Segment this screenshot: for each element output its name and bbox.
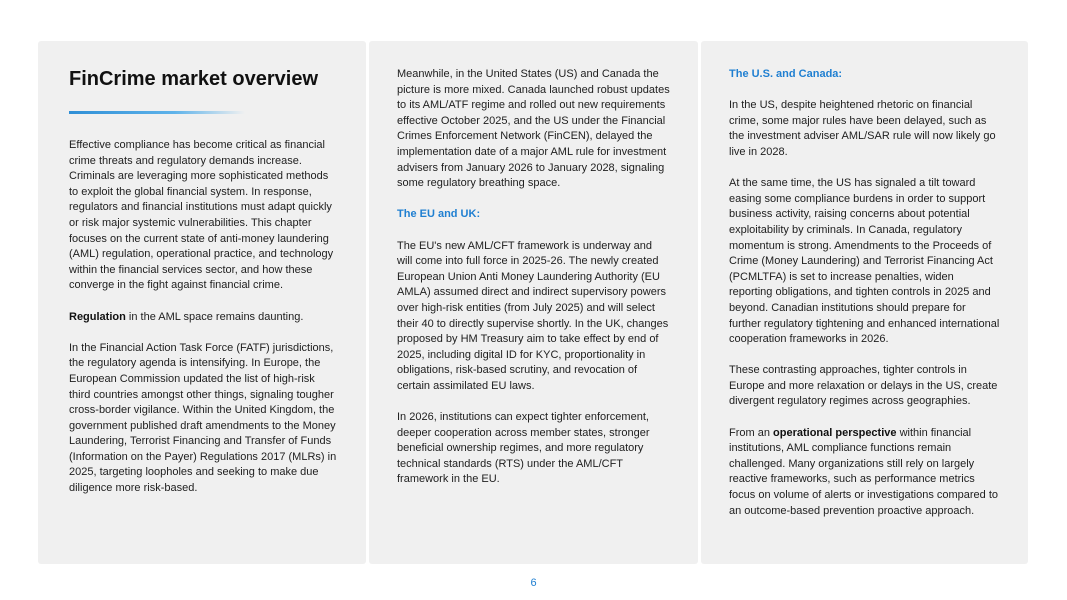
eu-uk-paragraph: The EU's new AML/CFT framework is underway and will come into full force in 2025-26. The newly created European Union Anti Money Laundering Authority (EU AMLA) assumed direct and indirect supervisory powers over high-risk entities (from July 2025) and will select their 40 to directly supervise shortly. In the UK, changes proposed by HM Treasury aim to take effect by end of 2025, including digital ID for KYC, proportionality in obligations, risk-based scrutiny, and revocation of certain assimilated EU laws. — [397, 239, 669, 392]
column-overview — [38, 41, 366, 564]
eu-uk-heading: The EU and UK: — [397, 208, 481, 221]
operational-text: within financial institutions, AML compliance functions remain challenged. Many organizations still rely on largely reactive frameworks, such as performance metrics focus on volume of alerts or investigations compared to an outcome-based prevention proactive approach. — [729, 426, 999, 517]
column-eu-uk — [369, 41, 698, 564]
fatf-paragraph: In the Financial Action Task Force (FATF) jurisdictions, the regulatory agenda is intensifying. In Europe, the European Commission updated the list of high-risk third countries amongst other things, signaling tougher cross-border vigilance. Within the United Kingdom, the government published draft amendments to the Money Laundering, Terrorist Financing and Transfer of Funds (Information on the Payer) Regulations 2017 (MLRs) in 2025, targeting loopholes and seeking to make due diligence more risk-based. — [69, 341, 337, 495]
us-canada-heading: The U.S. and Canada: — [729, 68, 843, 80]
us-tilt-paragraph: At the same time, the US has signaled a tilt toward easing some compliance burdens in order to support business activity, raising concerns about potential exploitability by criminals. In Canada, regulatory momentum is strong. Amendments to the Proceeds of Crime (Money Laundering) and Terrorist Financing Act (PCMLTFA) is set to increase penalties, widen reporting obligations, and tighten controls in 2025 and beyond. Canadian institutions should prepare for further regulatory tightening and enhanced international cooperation frameworks in 2026. — [729, 177, 1000, 346]
operational-paragraph — [729, 426, 1000, 520]
outlook-2026-paragraph: In 2026, institutions can expect tighter enforcement, deeper cooperation across member states, stronger beneficial ownership regimes, and more regulatory technical standards (RTS) under the AML/CFT framework in the EU. — [397, 411, 650, 486]
contrasting-paragraph: These contrasting approaches, tighter controls in Europe and more relaxation or delays in the US, create divergent regulatory regimes across geographies. — [729, 364, 998, 408]
column-us-canada — [701, 41, 1028, 564]
page-number: 6 — [530, 577, 537, 589]
operational-prefix: From an — [729, 426, 774, 439]
intro-paragraph: Effective compliance has become critical as financial crime threats and regulatory demands increase. Criminals are leveraging more sophisticated methods to exploit the global financial system. In response, regulators and financial institutions must adapt quickly or risk major systemic vulnerabilities. This chapter focuses on the current state of anti-money laundering (AML) regulation, operational practice, and technology within the financial services sector, and how these converge in the fight against financial crime. — [69, 139, 334, 292]
title-accent-line — [69, 111, 245, 114]
regulation-paragraph — [69, 310, 338, 326]
operational-bold: operational perspective — [773, 426, 897, 439]
regulation-text: in the AML space remains daunting. — [125, 310, 304, 323]
us-canada-paragraph: Meanwhile, in the United States (US) and Canada the picture is more mixed. Canada launched robust updates to its AML/ATF regime and rolled out new requirements effective October 2025, and the US under the Financial Crimes Enforcement Network (FinCEN), delayed the implementation date of a major AML rule for investment advisers from January 2026 to January 2028, signaling some regulatory breathing space. — [397, 68, 670, 190]
us-rules-paragraph: In the US, despite heightened rhetoric on financial crime, some major rules have been delayed, such as the investment adviser AML/SAR rule will now likely go live in 2028. — [729, 99, 996, 158]
regulation-bold: Regulation — [69, 310, 126, 323]
page-title: FinCrime market overview — [69, 68, 318, 90]
